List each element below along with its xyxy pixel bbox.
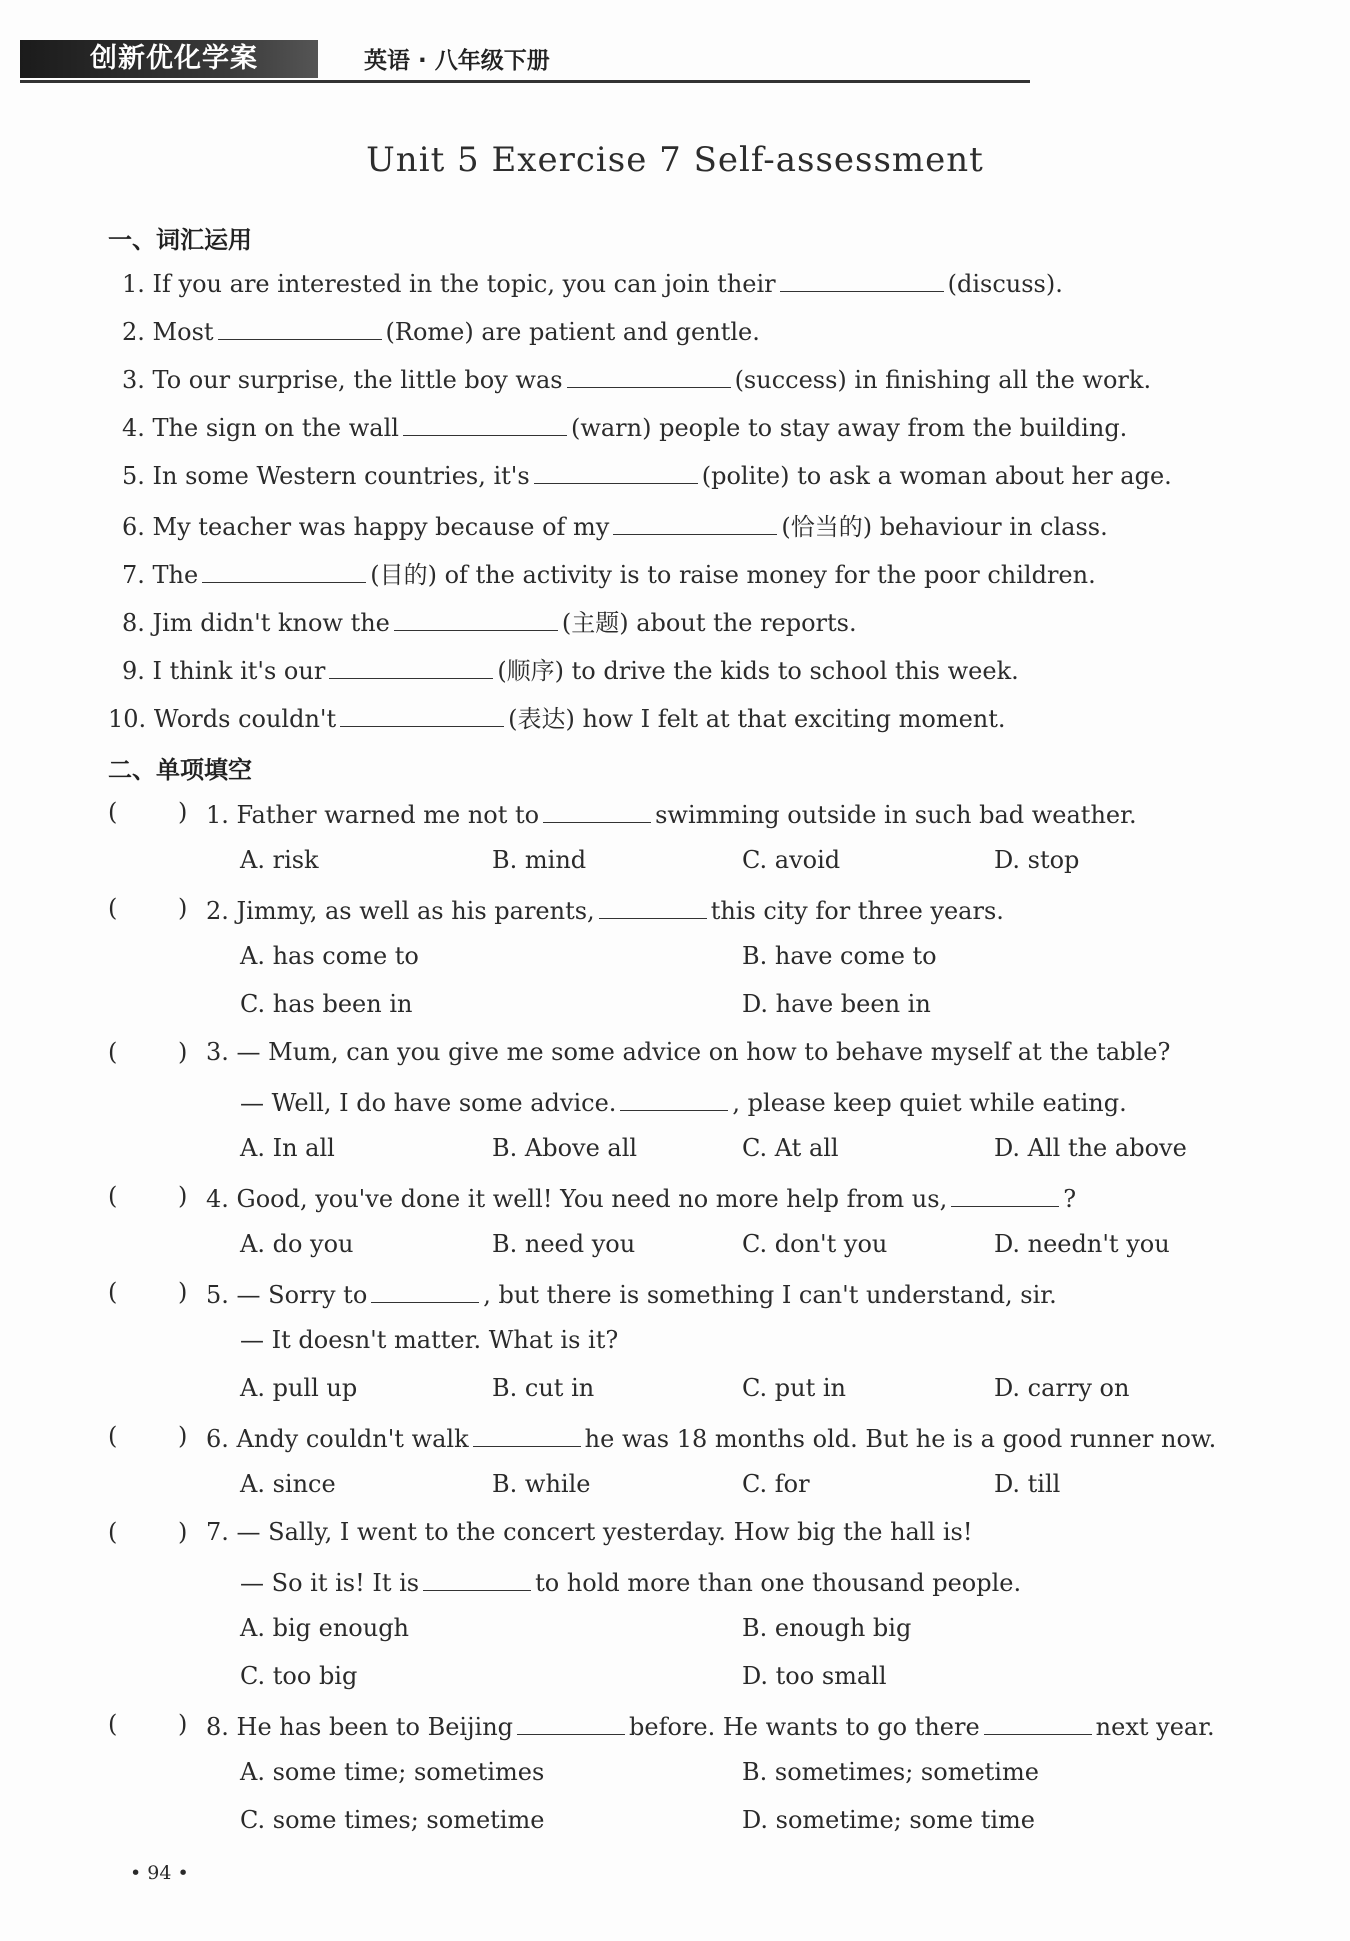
vocab-item: 3. To our surprise, the little boy was (success) in finishing all the work. [122, 363, 1151, 394]
vocab-item: 9. I think it's our (顺序) to drive the kids to school this week. [122, 651, 1019, 686]
answer-paren-left[interactable]: ( [108, 1038, 118, 1066]
option-b[interactable]: B. mind [492, 846, 587, 874]
page-number: • 94 • [130, 1862, 189, 1884]
answer-blank[interactable] [202, 558, 366, 583]
option-b[interactable]: B. have come to [742, 942, 937, 970]
answer-paren-right: ) [178, 1422, 188, 1450]
answer-paren-left[interactable]: ( [108, 798, 118, 826]
answer-blank[interactable] [620, 1086, 728, 1111]
answer-paren-right: ) [178, 1182, 188, 1210]
answer-blank[interactable] [534, 459, 698, 484]
option-c[interactable]: C. avoid [742, 846, 841, 874]
option-b[interactable]: B. Above all [492, 1134, 638, 1162]
answer-blank[interactable] [613, 510, 777, 535]
option-d[interactable]: D. sometime; some time [742, 1806, 1036, 1834]
answer-paren-right: ) [178, 1518, 188, 1546]
header-divider [20, 80, 1030, 83]
vocab-item: 2. Most (Rome) are patient and gentle. [122, 315, 760, 346]
option-b[interactable]: B. enough big [742, 1614, 912, 1642]
answer-paren-right: ) [178, 1038, 188, 1066]
question-3: 3. — Mum, can you give me some advice on how to behave myself at the table? [206, 1038, 1171, 1066]
option-d[interactable]: D. stop [994, 846, 1080, 874]
option-b[interactable]: B. cut in [492, 1374, 595, 1402]
question-5-reply: — It doesn't matter. What is it? [240, 1326, 619, 1354]
vocab-item: 4. The sign on the wall (warn) people to stay away from the building. [122, 411, 1127, 442]
answer-paren-left[interactable]: ( [108, 1422, 118, 1450]
answer-blank[interactable] [218, 315, 382, 340]
answer-blank[interactable] [599, 894, 707, 919]
question-7: 7. — Sally, I went to the concert yesterday. How big the hall is! [206, 1518, 973, 1546]
question-8: 8. He has been to Beijing before. He wants to go there next year. [206, 1710, 1215, 1741]
answer-blank[interactable] [567, 363, 731, 388]
option-a[interactable]: A. has come to [240, 942, 419, 970]
vocab-item: 10. Words couldn't (表达) how I felt at that exciting moment. [108, 699, 1006, 734]
option-a[interactable]: A. since [240, 1470, 336, 1498]
answer-blank[interactable] [473, 1422, 581, 1447]
vocab-item: 5. In some Western countries, it's (polite) to ask a woman about her age. [122, 459, 1172, 490]
section-heading-multiple-choice: 二、单项填空 [108, 756, 252, 784]
option-d[interactable]: D. have been in [742, 990, 931, 1018]
section-heading-vocabulary: 一、词汇运用 [108, 226, 252, 254]
question-7-reply: — So it is! It is to hold more than one thousand people. [240, 1566, 1021, 1597]
option-d[interactable]: D. till [994, 1470, 1061, 1498]
question-3-reply: — Well, I do have some advice. , please keep quiet while eating. [240, 1086, 1127, 1117]
answer-blank[interactable] [423, 1566, 531, 1591]
option-b[interactable]: B. sometimes; sometime [742, 1758, 1039, 1786]
page-header [20, 40, 1030, 84]
option-d[interactable]: D. needn't you [994, 1230, 1170, 1258]
answer-blank[interactable] [951, 1182, 1059, 1207]
option-c[interactable]: C. for [742, 1470, 810, 1498]
option-a[interactable]: A. big enough [240, 1614, 410, 1642]
page-title: Unit 5 Exercise 7 Self-assessment [366, 140, 984, 180]
answer-paren-left[interactable]: ( [108, 894, 118, 922]
answer-paren-right: ) [178, 894, 188, 922]
answer-paren-left[interactable]: ( [108, 1518, 118, 1546]
question-1: 1. Father warned me not to swimming outside in such bad weather. [206, 798, 1137, 829]
vocab-item: 7. The (目的) of the activity is to raise money for the poor children. [122, 555, 1096, 590]
answer-paren-left[interactable]: ( [108, 1182, 118, 1210]
question-2: 2. Jimmy, as well as his parents, this city for three years. [206, 894, 1004, 925]
answer-blank[interactable] [340, 702, 504, 727]
answer-blank[interactable] [329, 654, 493, 679]
question-6: 6. Andy couldn't walk he was 18 months old. But he is a good runner now. [206, 1422, 1216, 1453]
option-d[interactable]: D. too small [742, 1662, 887, 1690]
answer-blank[interactable] [543, 798, 651, 823]
answer-blank[interactable] [517, 1710, 625, 1735]
answer-blank[interactable] [371, 1278, 479, 1303]
vocab-item: 6. My teacher was happy because of my (恰当的) behaviour in class. [122, 507, 1108, 542]
option-b[interactable]: B. need you [492, 1230, 636, 1258]
vocab-item: 1. If you are interested in the topic, you can join their (discuss). [122, 267, 1063, 298]
option-a[interactable]: A. In all [240, 1134, 335, 1162]
option-d[interactable]: D. carry on [994, 1374, 1130, 1402]
answer-blank[interactable] [403, 411, 567, 436]
question-5: 5. — Sorry to , but there is something I can't understand, sir. [206, 1278, 1057, 1309]
option-a[interactable]: A. do you [240, 1230, 354, 1258]
answer-paren-right: ) [178, 1710, 188, 1738]
vocab-item: 8. Jim didn't know the (主题) about the reports. [122, 603, 857, 638]
option-c[interactable]: C. has been in [240, 990, 413, 1018]
answer-blank[interactable] [984, 1710, 1092, 1735]
answer-blank[interactable] [780, 267, 944, 292]
option-a[interactable]: A. pull up [240, 1374, 358, 1402]
answer-paren-left[interactable]: ( [108, 1278, 118, 1306]
option-c[interactable]: C. too big [240, 1662, 358, 1690]
answer-paren-right: ) [178, 1278, 188, 1306]
option-a[interactable]: A. some time; sometimes [240, 1758, 545, 1786]
question-4: 4. Good, you've done it well! You need no more help from us, ? [206, 1182, 1076, 1213]
option-c[interactable]: C. At all [742, 1134, 839, 1162]
option-b[interactable]: B. while [492, 1470, 591, 1498]
option-c[interactable]: C. some times; sometime [240, 1806, 545, 1834]
option-d[interactable]: D. All the above [994, 1134, 1187, 1162]
option-c[interactable]: C. put in [742, 1374, 846, 1402]
brand-banner: 创新优化学案 [20, 40, 318, 78]
answer-paren-left[interactable]: ( [108, 1710, 118, 1738]
answer-paren-right: ) [178, 798, 188, 826]
option-a[interactable]: A. risk [240, 846, 319, 874]
answer-blank[interactable] [394, 606, 558, 631]
option-c[interactable]: C. don't you [742, 1230, 888, 1258]
subject-label: 英语 · 八年级下册 [364, 48, 550, 74]
